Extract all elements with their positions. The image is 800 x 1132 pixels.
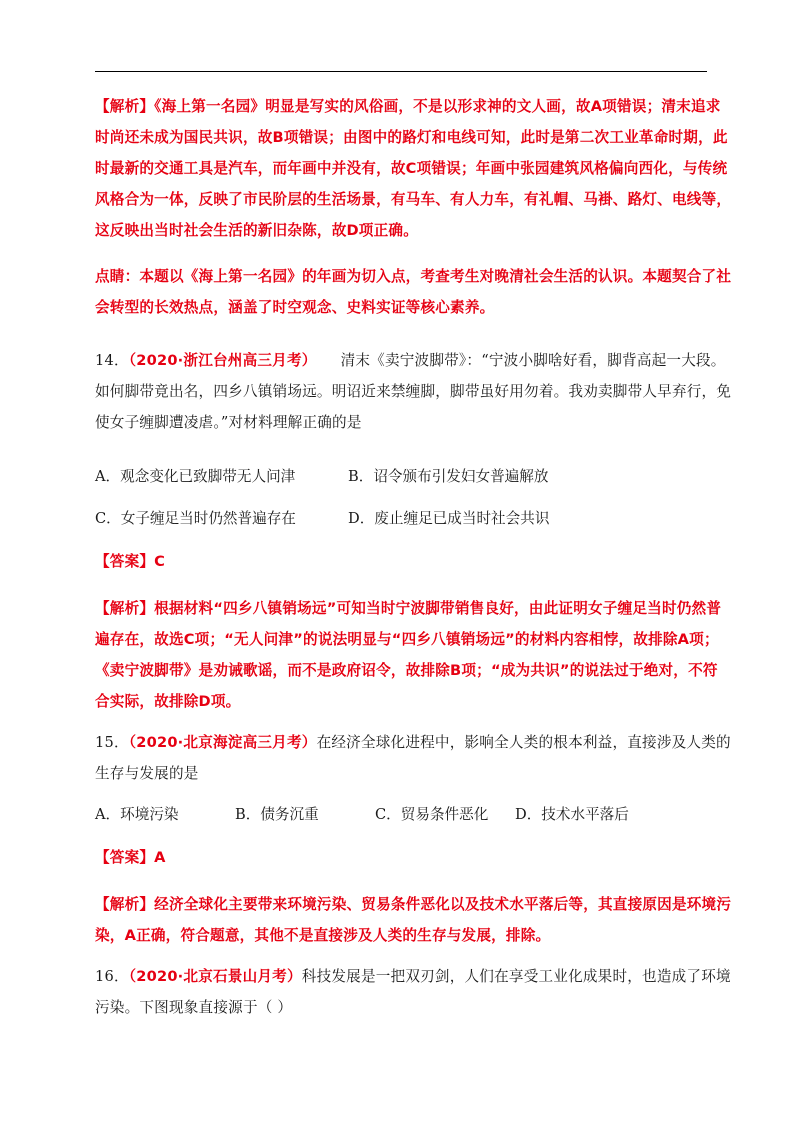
q15-analysis-line: 【解析】经济全球化主要带来环境污染、贸易条件恶化以及技术水平落后等，其直接原因是环境污	[95, 896, 732, 913]
q15-answer-text: 【答案】A	[95, 849, 166, 866]
q14-stem-text: 清末《卖宁波脚带》：“宁波小脚啥好看，脚背高起一大段。	[340, 352, 726, 369]
q15-answer	[95, 842, 707, 873]
q16-source: （2020·北京石景山月考）	[128, 968, 302, 985]
q15-stem-line-2: 生存与发展的是	[95, 765, 199, 782]
q14-analysis	[95, 593, 722, 717]
q14-answer	[95, 546, 707, 577]
q14-source: （2020·浙江台州高三月考）	[128, 352, 317, 369]
q15-source: （2020·北京海淀高三月考）	[128, 734, 317, 751]
q14-answer-text: 【答案】C	[95, 553, 166, 570]
q14-stem-line-2: 如何脚带竟出名，四乡八镇销场远。明诏近来禁缠脚，脚带虽好用勿着。我劝卖脚带人早弃行，免	[95, 383, 732, 400]
q15-stem-text: 在经济全球化进程中，影响全人类的根本利益，直接涉及人类的	[316, 734, 731, 751]
q15-option-d: D．技术水平落后	[515, 806, 629, 823]
question-15	[95, 727, 731, 789]
q14-analysis-line: 【解析】根据材料“四乡八镇销场远”可知当时宁波脚带销售良好，由此证明女子缠足当时仍然普	[95, 600, 722, 617]
q14-option-a: A．观念变化已致脚带无人问津	[95, 468, 296, 485]
q13-analysis-line: 风格合为一体，反映了市民阶层的生活场景，有马车、有人力车，有礼帽、马褂、路灯、电线等，	[95, 191, 732, 208]
q15-option-a: A．环境污染	[95, 806, 179, 823]
q15-option-b: B．债务沉重	[235, 806, 319, 823]
q15-analysis-line: 染，A正确，符合题意，其他不是直接涉及人类的生存与发展，排除。	[95, 927, 551, 944]
q13-analysis-line: 时尚还未成为国民共识，故B项错误；由图中的路灯和电线可知，此时是第二次工业革命时期，此	[95, 129, 728, 146]
q14-analysis-line: 合实际，故排除D项。	[95, 693, 241, 710]
q16-stem-text: 科技发展是一把双刃剑，人们在享受工业化成果时，也造成了环境	[301, 968, 731, 985]
q13-analysis-line: 时最新的交通工具是汽车，而年画中并没有，故C项错误；年画中张园建筑风格偏向西化，与传统	[95, 160, 728, 177]
q13-analysis-line: 【解析】《海上第一名园》明显是写实的风俗画，不是以形求神的文人画，故A项错误；清末追求	[95, 98, 721, 115]
q16-stem-line-2: 污染。下图现象直接源于（ ）	[95, 999, 293, 1016]
q15-number: 15．	[95, 734, 129, 751]
question-16	[95, 961, 731, 1023]
q13-analysis	[95, 91, 732, 246]
q14-analysis-line: 遍存在，故选C项；“无人问津”的说法明显与“四乡八镇销场远”的材料内容相悖，故排除A项；	[95, 631, 719, 648]
q13-tip-line: 点睛：本题以《海上第一名园》的年画为切入点，考查考生对晚清社会生活的认识。本题契合了社	[95, 268, 732, 285]
question-14	[95, 345, 732, 438]
q14-option-b: B．诏令颁布引发妇女普遍解放	[348, 468, 549, 485]
q14-option-d: D．废止缠足已成当时社会共识	[348, 510, 550, 527]
q14-option-c: C．女子缠足当时仍然普遍存在	[95, 510, 296, 527]
q14-stem-line-3: 使女子缠脚遭凌虐。”对材料理解正确的是	[95, 414, 362, 431]
q15-analysis	[95, 889, 732, 951]
q14-stem-line-1	[95, 345, 726, 376]
q14-number: 14．	[95, 352, 129, 369]
q13-tip-line: 会转型的长效热点，涵盖了时空观念、史料实证等核心素养。	[95, 299, 495, 316]
q13-analysis-line: 这反映出当时社会生活的新旧杂陈，故D项正确。	[95, 222, 418, 239]
q13-tip	[95, 261, 732, 323]
q15-stem-line-1	[95, 727, 731, 758]
q16-number: 16．	[95, 968, 129, 985]
header-rule	[95, 71, 707, 72]
q16-stem-line-1	[95, 961, 731, 992]
q15-option-c: C．贸易条件恶化	[375, 806, 489, 823]
q14-analysis-line: 《卖宁波脚带》是劝诫歌谣，而不是政府诏令，故排除B项；“成为共识”的说法过于绝对，不符	[95, 662, 718, 679]
